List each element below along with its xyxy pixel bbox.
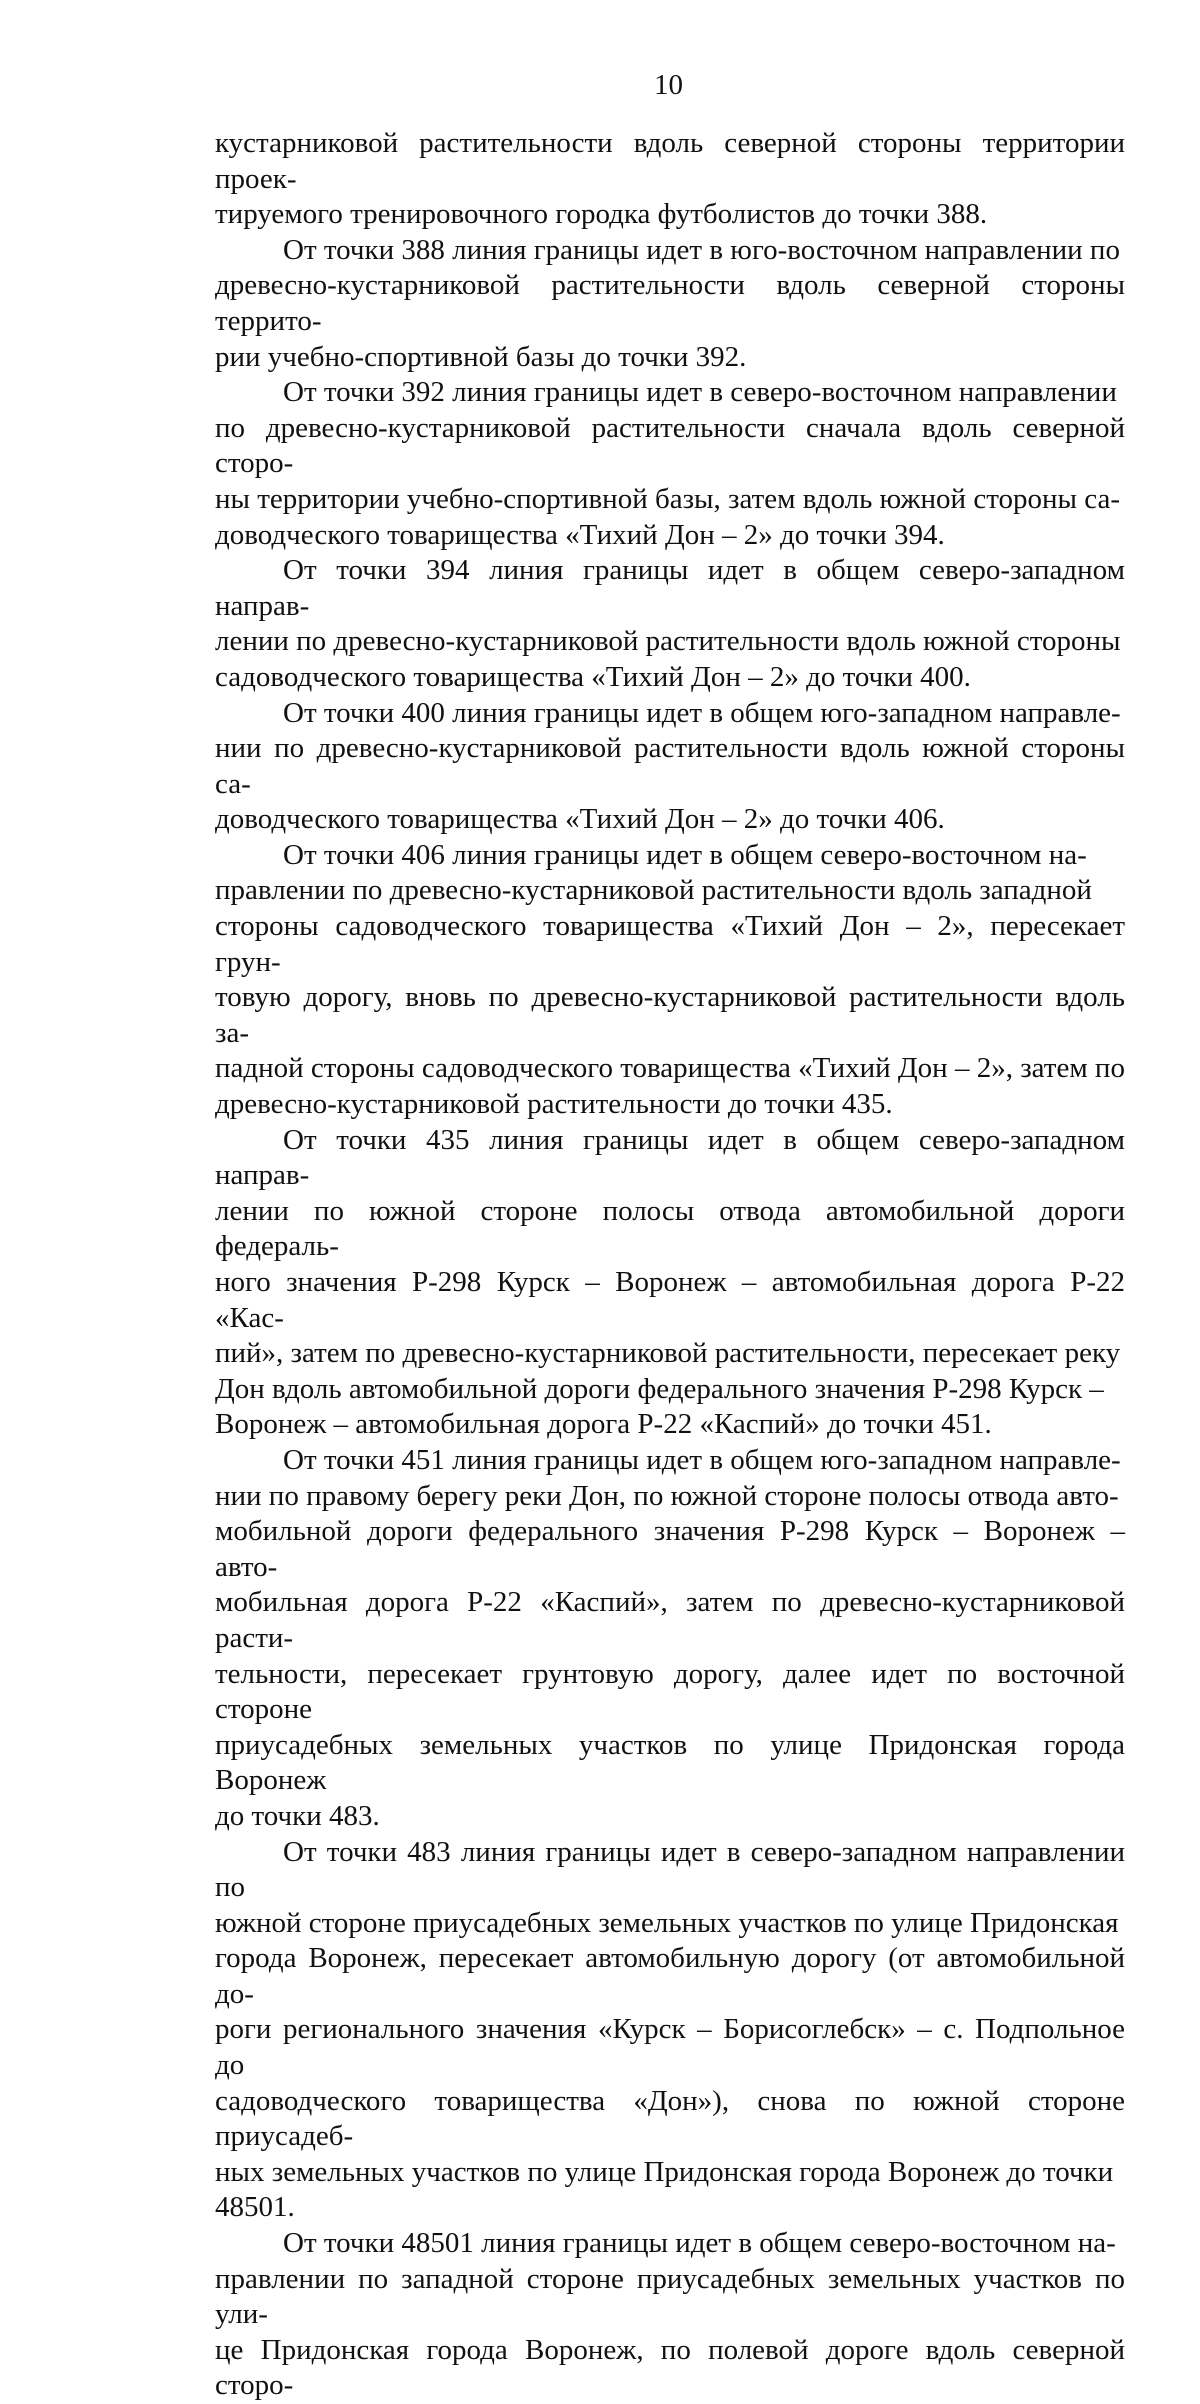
- document-body: [215, 126, 1125, 2404]
- paragraph-9: От точки 483 линия границы идет в северо-западном направлении по южной стороне приусадебных земельных участков по улице Придонская города Воронеж, пересекает автомобильную дорогу (от автомобильной до- роги регионального значения «Курск – Борисоглебск» – с. Подпольное до садоводческого товарищества «Дон»), снова по южной стороне приусадеб- ных земельных участков по улице Придонская города Воронеж до точки 48501.: [215, 1835, 1125, 2224]
- page-number: 10: [654, 69, 683, 101]
- paragraph-3: От точки 392 линия границы идет в северо-восточном направлении по древесно-кустарниковой растительности сначала вдоль северной сторо- ны территории учебно-спортивной базы, затем вдоль южной стороны са- доводческого товарищества «Тихий Дон – 2» до точки 394.: [215, 376, 1125, 551]
- paragraph-2: От точки 388 линия границы идет в юго-восточном направлении по древесно-кустарниковой растительности вдоль северной стороны террито- рии учебно-спортивной базы до точки 392.: [215, 233, 1125, 373]
- paragraph-6: От точки 406 линия границы идет в общем северо-восточном на- правлении по древесно-кустарниковой растительности вдоль западной стороны садоводческого товарищества «Тихий Дон – 2», пересекает грун- товую дорогу, вновь по древесно-кустарниковой растительности вдоль за- падной стороны садоводческого товарищества «Тихий Дон – 2», затем по древесно-кустарниковой растительности до точки 435.: [215, 838, 1125, 1121]
- paragraph-5: От точки 400 линия границы идет в общем юго-западном направле- нии по древесно-кустарниковой растительности вдоль южной стороны са- доводческого товарищества «Тихий Дон – 2» до точки 406.: [215, 696, 1125, 836]
- paragraph-4: От точки 394 линия границы идет в общем северо-западном направ- лении по древесно-кустарниковой растительности вдоль южной стороны садоводческого товарищества «Тихий Дон – 2» до точки 400.: [215, 554, 1125, 693]
- paragraph-1: кустарниковой растительности вдоль северной стороны территории проек- тируемого тренировочного городка футболистов до точки 388.: [215, 127, 1125, 231]
- paragraph-10: От точки 48501 линия границы идет в общем северо-восточном на- правлении по западной стороне приусадебных земельных участков по ули- це Придонская города Воронеж, по полевой дороге вдоль северной сторо-: [215, 2227, 1125, 2402]
- paragraph-7: От точки 435 линия границы идет в общем северо-западном направ- лении по южной стороне полосы отвода автомобильной дороги федераль- ного значения Р-298 Курск – Воронеж – автомобильная дорога Р-22 «Кас- пий», затем по древесно-кустарниковой растительности, пересекает реку Дон вдоль автомобильной дороги федерального значения Р-298 Курск – Воронеж – автомобильная дорога Р-22 «Каспий» до точки 451.: [215, 1123, 1125, 1441]
- paragraph-8: От точки 451 линия границы идет в общем юго-западном направле- нии по правому берегу реки Дон, по южной стороне полосы отвода авто- мобильной дороги федерального значения Р-298 Курск – Воронеж – авто- мобильная дорога Р-22 «Каспий», затем по древесно-кустарниковой расти- тельности, пересекает грунтовую дорогу, далее идет по восточной стороне приусадебных земельных участков по улице Придонская города Воронеж до точки 483.: [215, 1443, 1125, 1832]
